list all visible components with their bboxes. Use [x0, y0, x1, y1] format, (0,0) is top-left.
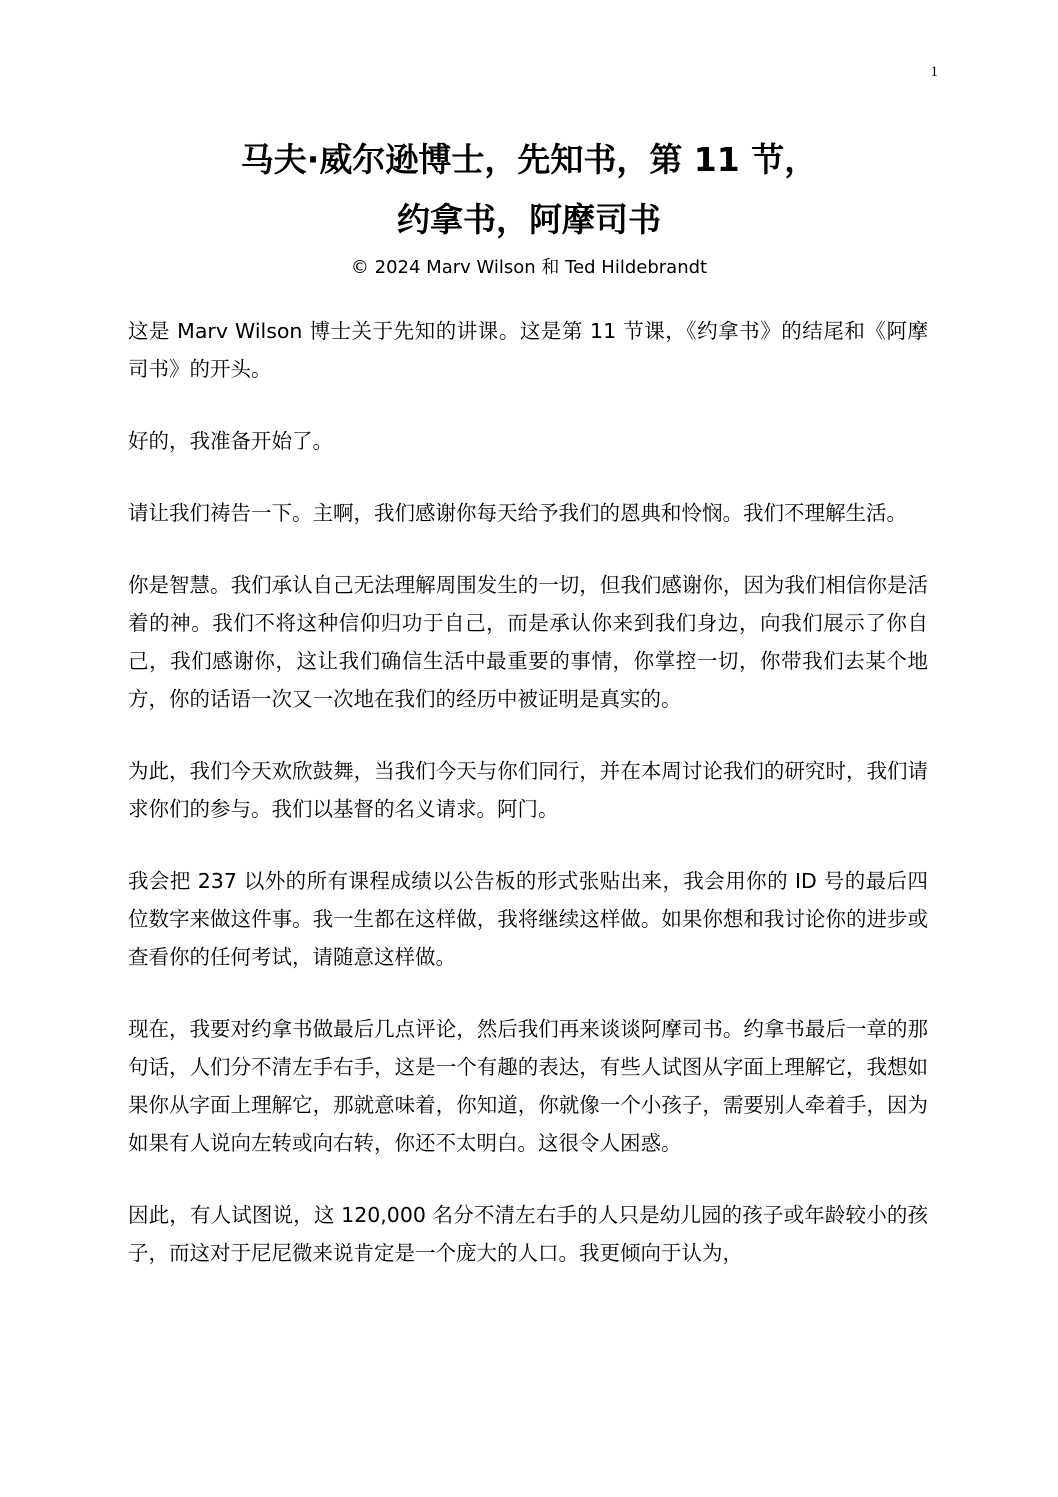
paragraph-prayer-end: 为此，我们今天欢欣鼓舞，当我们今天与你们同行，并在本周讨论我们的研究时，我们请求你们的参与。我们以基督的名义请求。阿门。 — [128, 759, 928, 821]
paragraph-jonah-comments: 现在，我要对约拿书做最后几点评论，然后我们再来谈谈阿摩司书。约拿书最后一章的那句话，人们分不清左手右手，这是一个有趣的表达，有些人试图从字面上理解它，我想如果你从字面上理解它，那就意味着，你知道，你就像一个小孩子，需要别人牵着手，因为如果有人说向左转或向右转，你还不太明白。这很令人困惑。 — [128, 1017, 928, 1155]
document-title-line-1: 马夫·威尔逊博士，先知书，第 11 节， — [240, 140, 818, 179]
copyright-notice: © 2024 Marv Wilson 和 Ted Hildebrandt — [350, 257, 708, 278]
paragraph-prayer-wisdom: 你是智慧。我们承认自己无法理解周围发生的一切，但我们感谢你，因为我们相信你是活着的神。我们不将这种信仰归功于自己，而是承认你来到我们身边，向我们展示了你自己，我们感谢你，这让我们确信生活中最重要的事情，你掌控一切，你带我们去某个地方，你的话语一次又一次地在我们的经历中被证明是真实的。 — [128, 573, 928, 711]
paragraph-intro: 这是 Marv Wilson 博士关于先知的讲课。这是第 11 节课，《约拿书》的结尾和《阿摩司书》的开头。 — [128, 319, 928, 381]
paragraph-ready: 好的，我准备开始了。 — [128, 429, 333, 453]
paragraph-grades: 我会把 237 以外的所有课程成绩以公告板的形式张贴出来，我会用你的 ID 号的最后四位数字来做这件事。我一生都在这样做，我将继续这样做。如果你想和我讨论你的进步或查看你的任何考试，请随意这样做。 — [128, 869, 928, 969]
paragraph-nineveh: 因此，有人试图说，这 120,000 名分不清左右手的人只是幼儿园的孩子或年龄较小的孩子，而这对于尼尼微来说肯定是一个庞大的人口。我更倾向于认为， — [128, 1203, 928, 1265]
paragraph-prayer-start: 请让我们祷告一下。主啊，我们感谢你每天给予我们的恩典和怜悯。我们不理解生活。 — [128, 501, 907, 525]
document-title-line-2: 约拿书，阿摩司书 — [397, 200, 661, 239]
page-number: 1 — [930, 64, 938, 80]
document-body — [128, 312, 928, 1306]
